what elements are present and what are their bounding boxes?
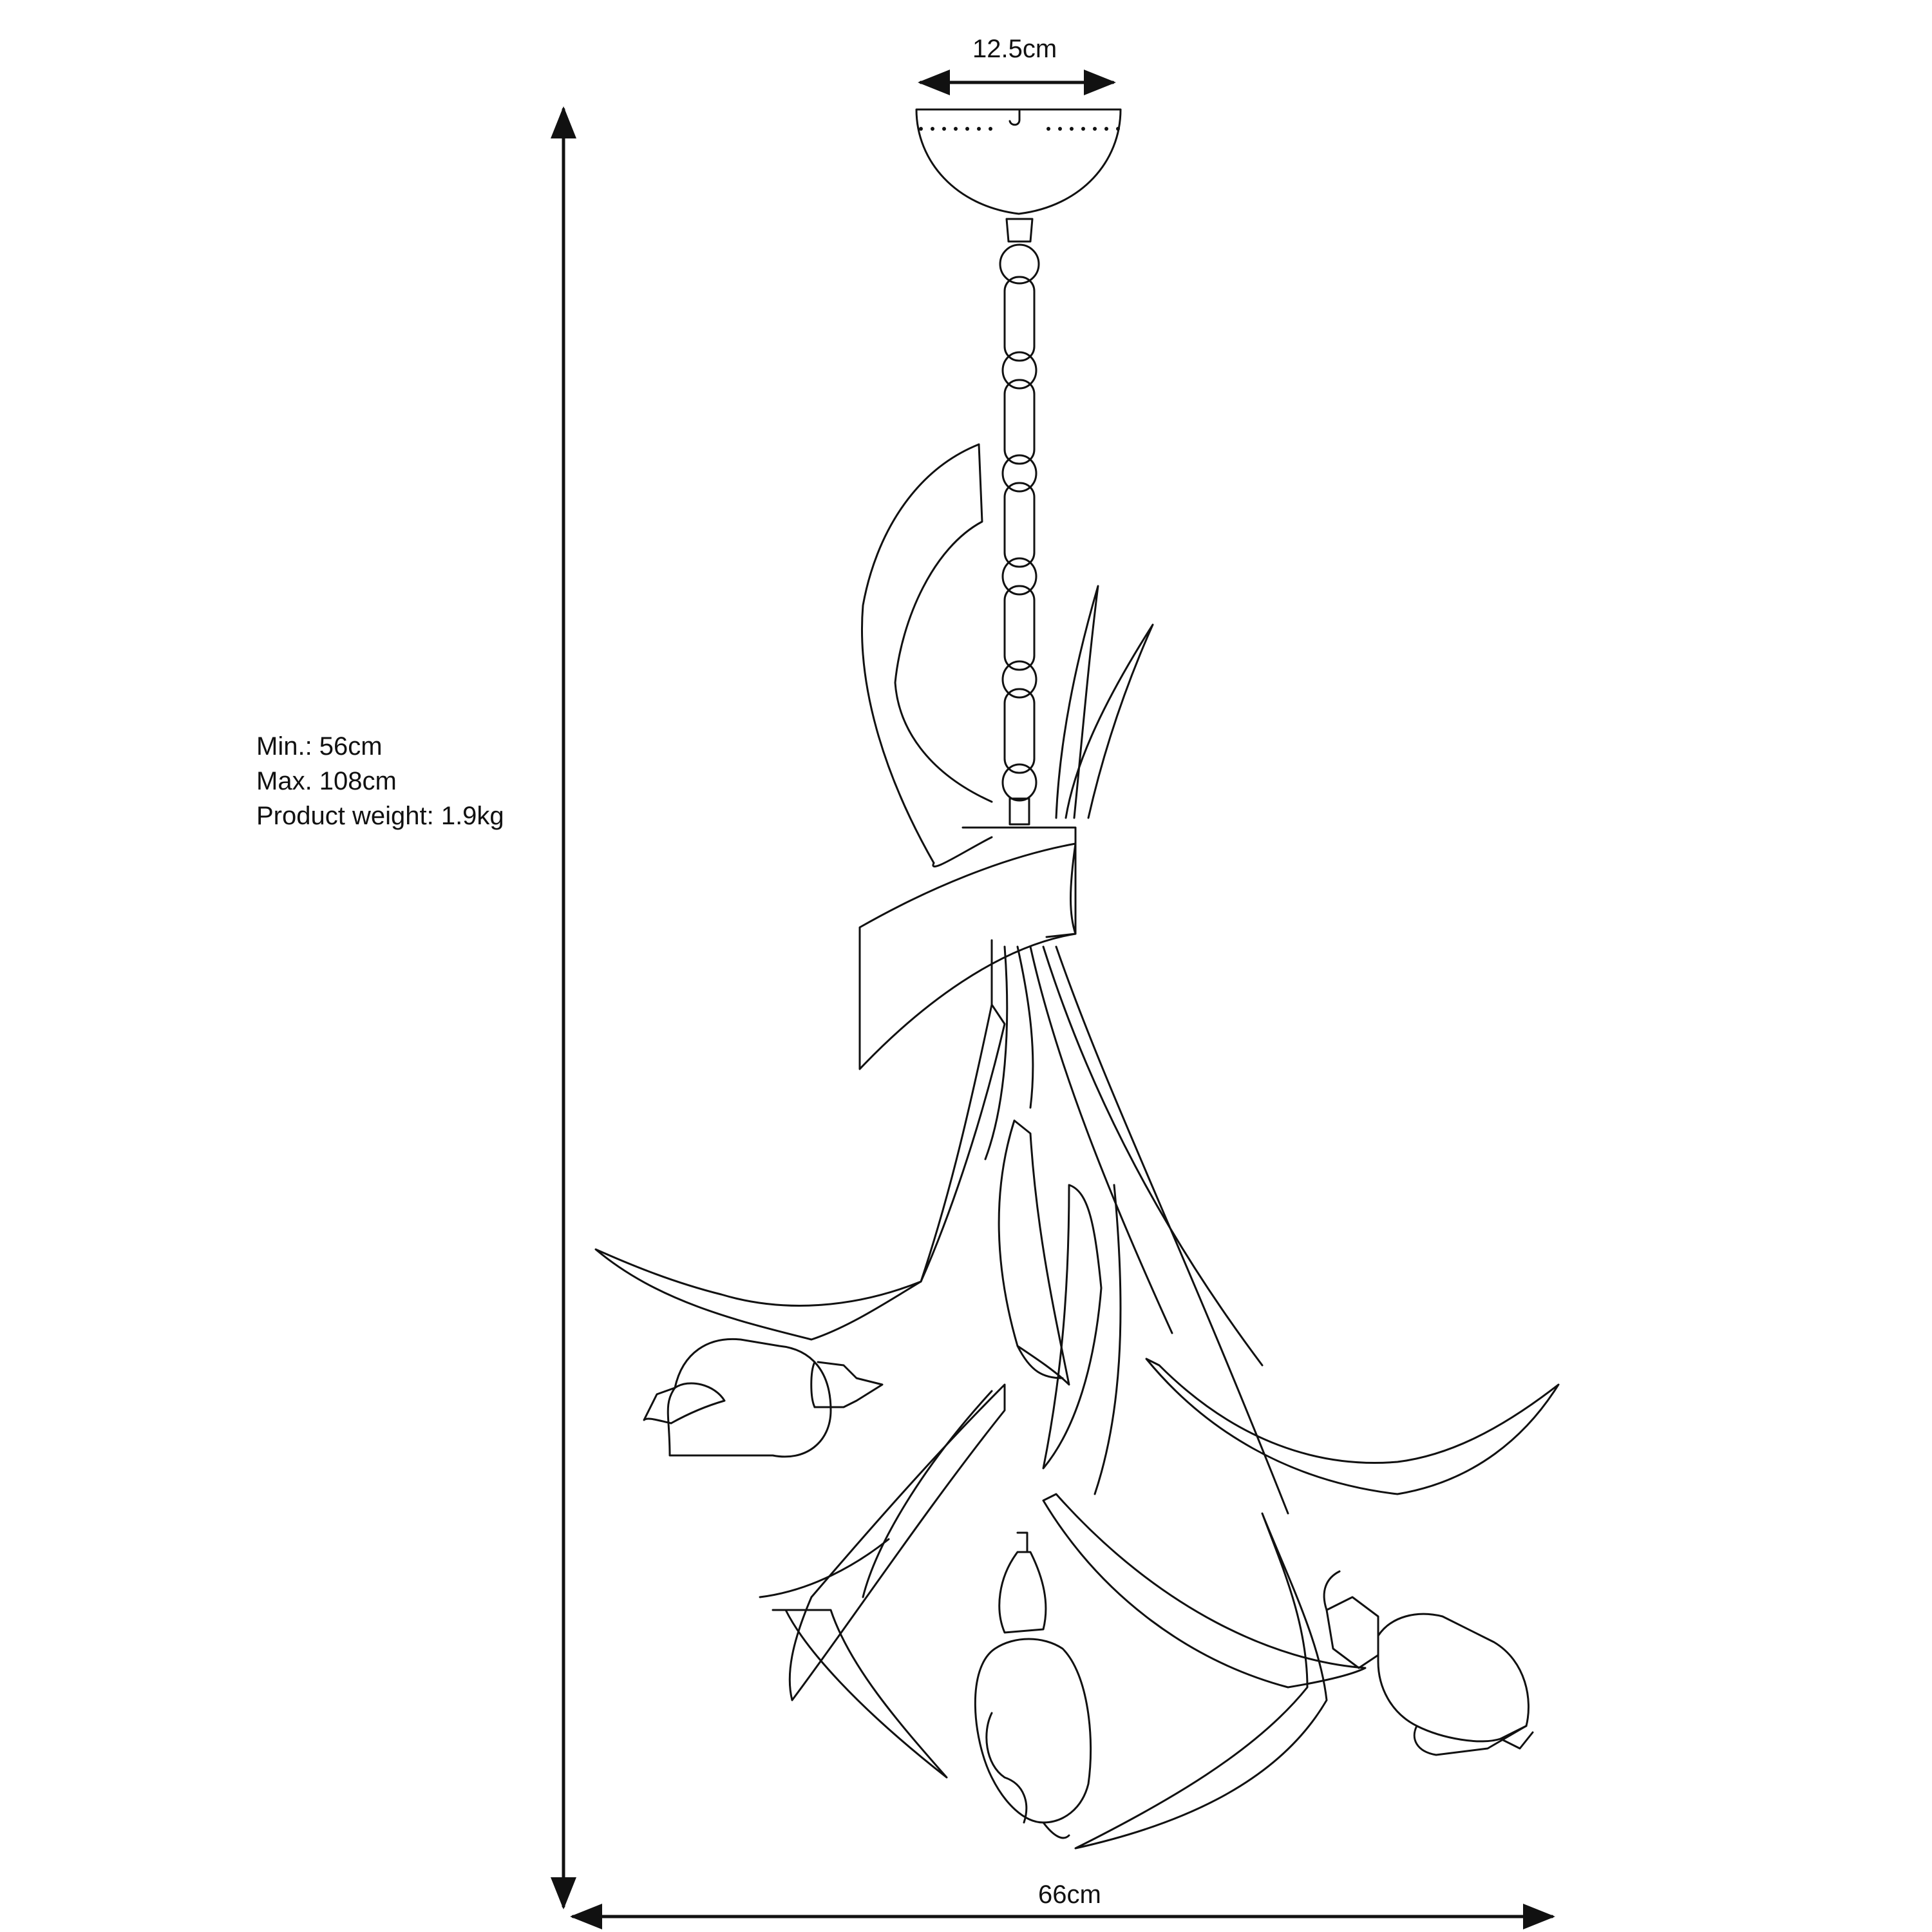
tulip-shade-center bbox=[975, 1533, 1090, 1838]
decorative-swirl bbox=[862, 444, 992, 866]
leaf-center-long bbox=[999, 1121, 1069, 1385]
tulip-shade-right bbox=[1324, 1571, 1533, 1755]
spec-block bbox=[256, 729, 504, 833]
suspension-chain bbox=[1000, 245, 1039, 824]
upper-leaves bbox=[1056, 586, 1153, 818]
leaf-right-lower bbox=[1043, 1494, 1365, 1848]
overall-width-label: 66cm bbox=[1038, 1880, 1101, 1909]
leaf-center-drop bbox=[1043, 1185, 1121, 1494]
product-weight-label: Product weight: 1.9kg bbox=[256, 802, 504, 830]
canopy-width-label: 12.5cm bbox=[972, 35, 1057, 63]
lamp-stems bbox=[985, 940, 1288, 1513]
ceiling-canopy bbox=[916, 109, 1121, 242]
min-height-label: Min.: 56cm bbox=[256, 732, 383, 761]
canopy-vent-holes bbox=[919, 127, 1120, 131]
max-height-label: Max. 108cm bbox=[256, 767, 397, 795]
leaf-left-top bbox=[596, 1005, 1005, 1340]
tulip-shade-left bbox=[644, 1339, 882, 1457]
leaf-right-top bbox=[1146, 1359, 1558, 1494]
